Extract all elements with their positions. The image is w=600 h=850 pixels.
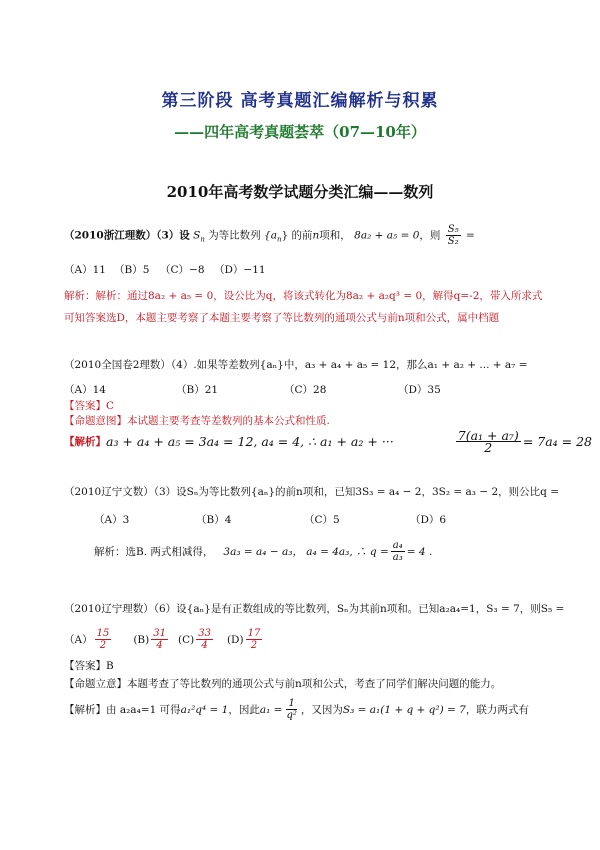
q2-option-d: （D）35 (398, 384, 441, 396)
q4-option-d: (D) $\frac{17}{2}$ (226, 628, 261, 651)
q4-analysis: 【解析】由 a₂a₄=1 可得 a₁²q⁴ = 1 ，因此 a₁ = $\frac{1}{\text{q²}}$ ，又因为 S₃ = a₁(1 + q + q²) = 7 ，联力两式有 (64, 698, 529, 721)
q4-option-b: (B) $\frac{31}{4}$ (133, 628, 166, 651)
q2-stem: （2010全国卷2理数）（4）.如果等差数列{aₙ}中，a₃ + a₄ + a₅ = 12，那么a₁ + a₂ + ... + a₇ = (64, 359, 528, 371)
q2-answer: 【答案】C (64, 400, 115, 412)
q2-option-a: （A）14 (64, 384, 106, 396)
q4-options (64, 628, 264, 651)
q4-option-c: (C) $\frac{33}{4}$ (177, 628, 211, 651)
q1-option-d: （D）−11 (214, 264, 266, 276)
q3-stem: （2010辽宁文数）（3）设Sₙ为等比数列{aₙ}的前n项和，已知3S₃ = a₄ − 2，3S₂ = a₃ − 2，则公比q = (64, 486, 560, 498)
q4-stem: （2010辽宁理数）（6）设{aₙ}是有正数组成的等比数列，Sₙ为其前n项和。已知a₂a₄=1，S₃ = 7，则S₅ = (64, 603, 565, 615)
q1-option-b: （B）5 (114, 264, 150, 276)
q1-stem: （2010浙江理数）（3）设 $S_n$ 为等比数列 $\{a_n\}$ 的前n项和， 8a₂ + a₅ = 0，则 $\frac{\text{S₅}}{\text{S₂}}$ = (64, 224, 475, 247)
q3-option-b: （B）4 (196, 514, 232, 526)
q2-option-c: （C）28 (284, 384, 327, 396)
q1-option-c: （C）−8 (160, 264, 205, 276)
q4-intent: 【命题立意】本题考查了等比数列的通项公式与前n项和公式，考查了同学们解决问题的能力。 (64, 678, 502, 690)
main-title: 第三阶段 高考真题汇编解析与积累 (161, 91, 439, 111)
q3-option-a: （A）3 (94, 514, 130, 526)
q3-option-c: （C）5 (304, 514, 340, 526)
q1-analysis-line1: 解析：解析：通过8a₂ + a₅ = 0，设公比为q，将该式转化为8a₂ + a₂q³ = 0，解得q=-2，带入所求式 (64, 290, 543, 302)
q1-option-a: （A）11 (64, 264, 106, 276)
q2-option-b: （B）21 (176, 384, 219, 396)
subtitle: ——四年高考真题荟萃（07—10年） (174, 123, 426, 141)
q4-answer: 【答案】B (64, 660, 114, 672)
q2-intent: 【命题意图】本试题主要考查等差数列的基本公式和性质. (64, 415, 330, 427)
q1-analysis-line2: 可知答案选D，本题主要考察了本题主要考察了等比数列的通项公式与前n项和公式，属中档题 (64, 312, 500, 324)
q3-option-d: （D）6 (410, 514, 447, 526)
q3-analysis: 解析：选B. 两式相减得， 3a₃ = a₄ − a₃， a₄ = 4a₃, ∴ q = $\frac{\text{a₄}}{\text{a₃}}$ = 4 . (94, 540, 433, 563)
section-title: 2010年高考数学试题分类汇编——数列 (166, 183, 434, 201)
q4-option-a: （A） $\frac{15}{2}$ (64, 628, 110, 651)
q2-analysis: 【解析】 a₃ + a₄ + a₅ = 3a₄ = 12, a₄ = 4, ∴ a₁ + a₂ + ··· $\frac{\text{7(a₁ + a₇)}}{2}$ = 7a₄ = 28 (64, 428, 593, 455)
